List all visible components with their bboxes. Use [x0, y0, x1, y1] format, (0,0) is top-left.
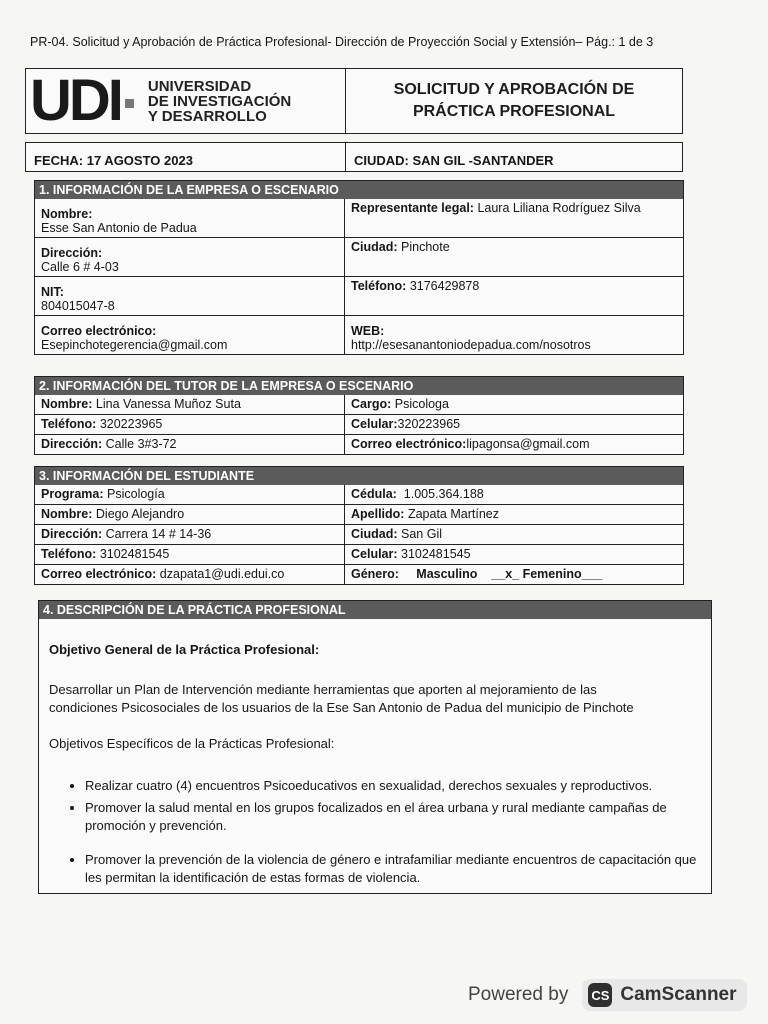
title-line-2: PRÁCTICA PROFESIONAL — [412, 103, 616, 120]
label: Cargo: — [351, 397, 392, 411]
document-header — [25, 68, 683, 134]
section-estudiante — [34, 466, 684, 585]
section-heading: 4. DESCRIPCIÓN DE LA PRÁCTICA PROFESIONAL — [39, 601, 711, 619]
list-item: • Promover la salud mental en los grupos focalizados en el área urbana y rural mediante campañas de promoción y prevención. — [85, 799, 701, 835]
tutor-cargo: Psicologa — [394, 397, 449, 411]
table-row — [35, 199, 683, 237]
objetivo-general-line-2: condiciones Psicosociales de los usuarios de la Ese San Antonio de Padua del municipio de Pinchote — [49, 700, 634, 715]
table-row — [35, 395, 683, 414]
empresa-correo: Esepinchotegerencia@gmail.com — [41, 338, 228, 352]
section-tutor — [34, 376, 684, 455]
tutor-nombre: Lina Vanessa Muñoz Suta — [95, 397, 241, 411]
empresa-web: http://esesanantoniodepadua.com/nosotros — [351, 338, 591, 352]
label: Teléfono: — [41, 547, 97, 561]
label: Correo electrónico: — [351, 437, 467, 451]
table-row — [35, 544, 683, 564]
date-city-row — [25, 142, 683, 172]
objetivo-general-line-1: Desarrollar un Plan de Intervención mediante herramientas que aporten al mejoramiento de las — [49, 682, 597, 697]
estudiante-nombre: Diego Alejandro — [95, 507, 185, 521]
university-logo — [26, 69, 346, 133]
tutor-direccion: Calle 3#3-72 — [105, 437, 177, 451]
logo-square-icon — [125, 99, 134, 108]
estudiante-ciudad: San Gil — [401, 527, 443, 541]
estudiante-genero: Género: Masculino __x_ Femenino___ — [351, 567, 603, 581]
objetivos-especificos-list — [49, 777, 701, 887]
document-code-line: PR-04. Solicitud y Aprobación de Práctica Profesional- Dirección de Proyección Social y Extensión– Pág.: 1 de 3 — [30, 35, 654, 49]
section-practica — [38, 600, 712, 894]
section-empresa — [34, 180, 684, 355]
label: Teléfono: — [351, 279, 407, 293]
table-row — [35, 237, 683, 276]
logo-line-3: Y DESARROLLO — [147, 107, 267, 125]
label: NIT: — [41, 285, 64, 299]
estudiante-celular: 3102481545 — [401, 547, 471, 561]
label: Correo electrónico: — [41, 324, 157, 338]
objetivos-especificos-label: Objetivos Específicos de la Prácticas Profesional: — [49, 736, 335, 751]
empresa-telefono: 3176429878 — [409, 279, 480, 293]
label: Nombre: — [41, 207, 93, 221]
camscanner-brand: CamScanner — [620, 984, 737, 1005]
tutor-celular: 320223965 — [397, 417, 461, 431]
label: Ciudad: — [351, 240, 398, 254]
label: Apellido: — [351, 507, 405, 521]
section-heading: 2. INFORMACIÓN DEL TUTOR DE LA EMPRESA O ESCENARIO — [35, 377, 683, 395]
table-row — [35, 315, 683, 354]
tutor-correo: lipagonsa@gmail.com — [466, 437, 590, 451]
logo-text — [148, 79, 291, 124]
label: Programa: — [41, 487, 104, 501]
representante-legal: Laura Liliana Rodríguez Silva — [477, 201, 641, 215]
estudiante-correo: dzapata1@udi.edui.co — [159, 567, 285, 581]
list-item: • Realizar cuatro (4) encuentros Psicoeducativos en sexualidad, derechos sexuales y reproductivos. — [85, 777, 701, 795]
label: Correo electrónico: — [41, 567, 157, 581]
section-heading: 1. INFORMACIÓN DE LA EMPRESA O ESCENARIO — [35, 181, 683, 199]
list-item: • Promover la prevención de la violencia de género e intrafamiliar mediante encuentros de capacitación que les permitan la identificación de estas formas de violencia. — [85, 851, 701, 887]
objetivo-general — [49, 681, 701, 717]
powered-by-text: Powered by — [468, 984, 569, 1005]
title-line-1: SOLICITUD Y APROBACIÓN DE — [393, 81, 635, 98]
fecha-field: FECHA: 17 AGOSTO 2023 — [26, 143, 346, 171]
label: Cédula: — [351, 487, 397, 501]
empresa-nombre: Esse San Antonio de Padua — [41, 221, 197, 235]
label: Teléfono: — [41, 417, 97, 431]
camscanner-watermark — [468, 976, 747, 1014]
table-row — [35, 504, 683, 524]
ciudad-field: CIUDAD: SAN GIL -SANTANDER — [354, 153, 554, 168]
table-row — [35, 524, 683, 544]
table-row — [35, 485, 683, 504]
label: Ciudad: — [351, 527, 398, 541]
table-row — [35, 434, 683, 454]
tutor-telefono: 320223965 — [99, 417, 163, 431]
label: Nombre: — [41, 397, 93, 411]
empresa-ciudad: Pinchote — [401, 240, 450, 254]
practica-body — [39, 619, 711, 899]
empresa-nit: 804015047-8 — [41, 299, 115, 313]
label: WEB: — [351, 324, 385, 338]
table-row — [35, 276, 683, 315]
section-heading: 3. INFORMACIÓN DEL ESTUDIANTE — [35, 467, 683, 485]
camscanner-logo-icon: CS — [588, 983, 612, 1007]
estudiante-programa: Psicología — [107, 487, 165, 501]
label: Dirección: — [41, 437, 103, 451]
logo-line-1: UNIVERSIDAD — [147, 77, 252, 95]
label: Celular: — [351, 417, 398, 431]
objetivo-general-label: Objetivo General de la Práctica Profesional: — [49, 642, 320, 657]
estudiante-cedula: 1.005.364.188 — [403, 487, 484, 501]
camscanner-badge — [582, 979, 746, 1011]
document-title — [346, 69, 682, 133]
table-row — [35, 564, 683, 584]
empresa-direccion: Calle 6 # 4-03 — [41, 260, 119, 274]
label: Dirección: — [41, 246, 103, 260]
estudiante-direccion: Carrera 14 # 14-36 — [105, 527, 212, 541]
label: Celular: — [351, 547, 398, 561]
label: Dirección: — [41, 527, 103, 541]
table-row — [35, 414, 683, 434]
estudiante-telefono: 3102481545 — [99, 547, 170, 561]
logo-mark: UDI — [30, 68, 121, 133]
logo-line-2: DE INVESTIGACIÓN — [147, 92, 292, 110]
label: Nombre: — [41, 507, 93, 521]
label: Representante legal: — [351, 201, 474, 215]
estudiante-apellido: Zapata Martínez — [407, 507, 499, 521]
